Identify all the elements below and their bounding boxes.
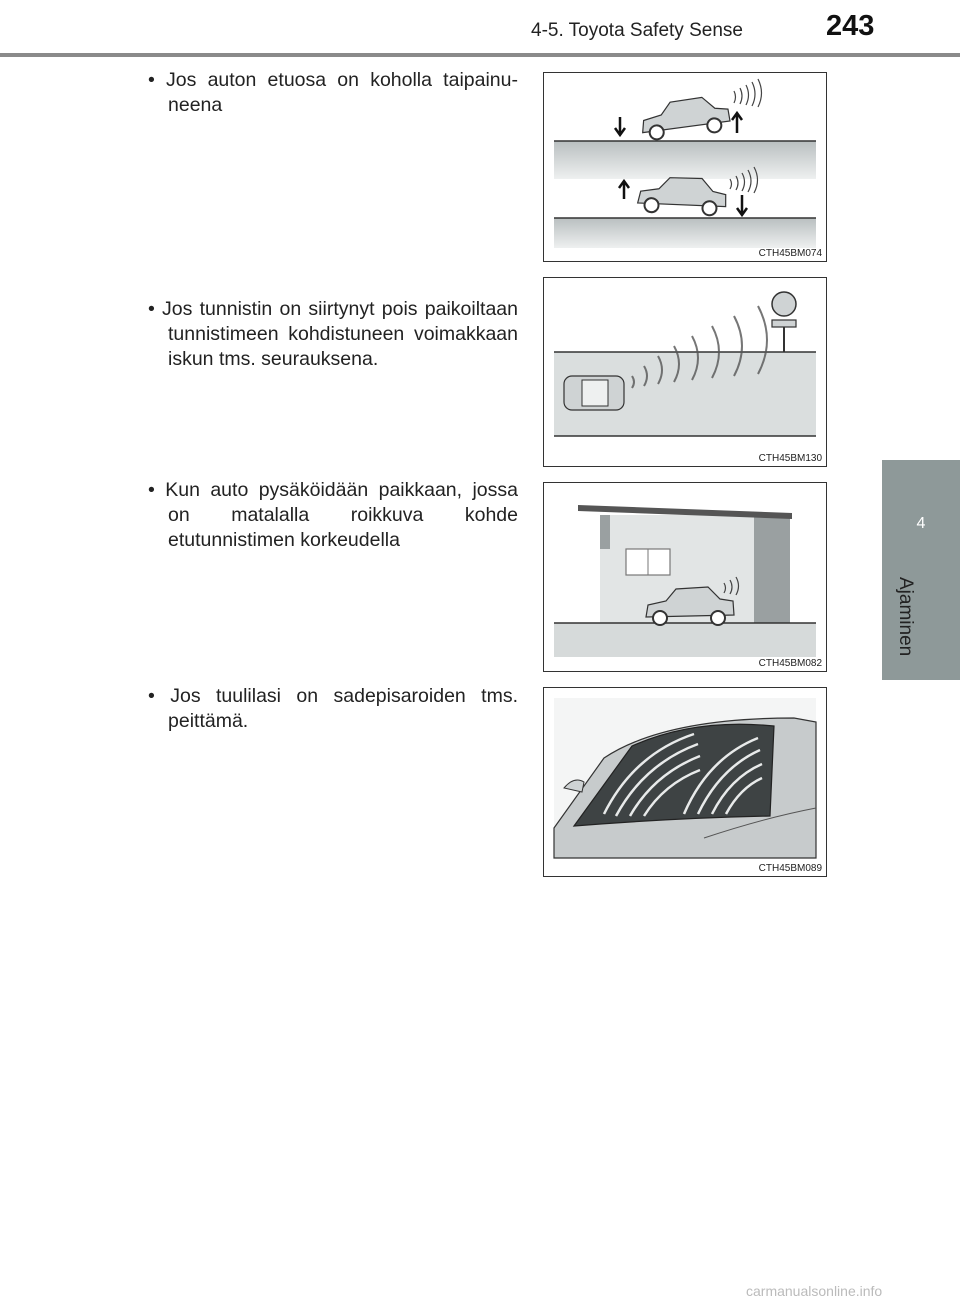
- footer-watermark: carmanualsonline.info: [746, 1283, 883, 1299]
- bullet-item-1: • Jos auton etuosa on koholla taipainuneena: [148, 69, 518, 116]
- figure-low-hanging-object: [543, 482, 827, 672]
- figure-wet-windshield: [543, 687, 827, 877]
- header-rule: [0, 53, 960, 57]
- section-title: 4-5. Toyota Safety Sense: [531, 20, 743, 41]
- bullet-item-3: • Kun auto pysäköidään paikkaan, jossa on matalalla roikkuva kohde etutunnistimen korkeudella: [148, 479, 518, 551]
- low-hanging-object-illustration: [544, 483, 826, 671]
- raised-front-illustration: [544, 73, 826, 261]
- sensor-misaligned-illustration: [544, 278, 826, 466]
- bullet-item-2: • Jos tunnistin on siirtynyt pois paikoiltaan tunnistimeen kohdistuneen voimakkaan iskun tms. seurauksena.: [148, 298, 518, 370]
- chapter-label: [880, 577, 960, 687]
- chapter-number: 4: [916, 515, 926, 532]
- chapter-label-text: Ajaminen: [895, 577, 916, 657]
- figure-sensor-misaligned: [543, 277, 827, 467]
- figure-code: CTH45BM082: [758, 658, 822, 669]
- figure-raised-front: [543, 72, 827, 262]
- figure-code: CTH45BM130: [758, 453, 822, 464]
- figure-code: CTH45BM074: [758, 248, 822, 259]
- figure-code: CTH45BM089: [758, 863, 822, 874]
- wet-windshield-illustration: [544, 688, 826, 876]
- bullet-item-4: • Jos tuulilasi on sadepisaroiden tms. peittämä.: [148, 685, 518, 732]
- page-number: 243: [826, 10, 875, 42]
